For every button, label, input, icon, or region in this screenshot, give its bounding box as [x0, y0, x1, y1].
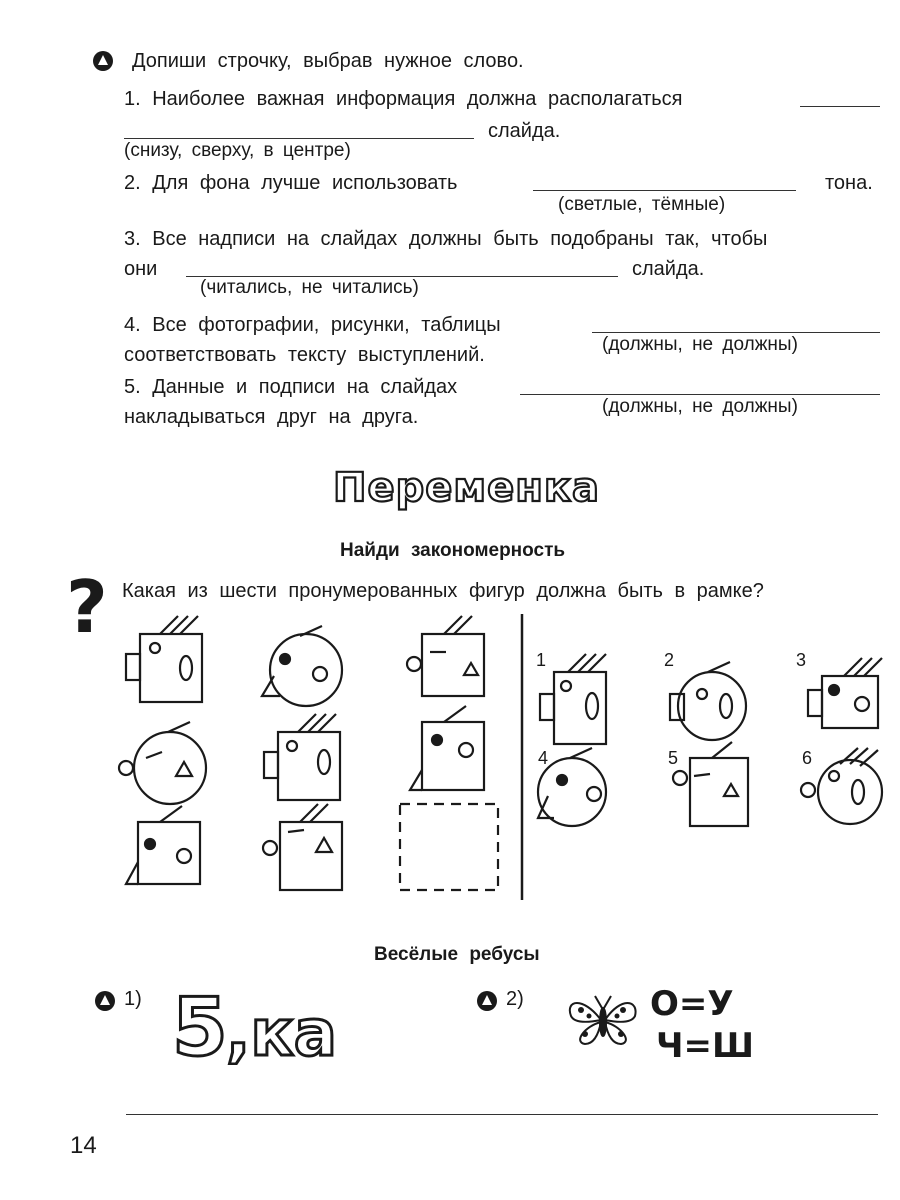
option-figure-3 [808, 658, 882, 728]
rebus2-label: 2) [506, 988, 524, 1010]
item2-hint: (светлые, тёмные) [558, 194, 726, 215]
rebus1-picture [172, 985, 362, 1065]
option-number-1: 1 [536, 650, 547, 670]
option-number-5: 5 [668, 748, 679, 768]
item1-line1: 1. Наиболее важная информация должна располагаться [124, 88, 683, 110]
option-number-6: 6 [802, 748, 813, 768]
grid-figure-1 [126, 616, 202, 702]
grid-figure-8 [263, 804, 342, 890]
rebus2-bullet-icon [476, 990, 498, 1012]
option-figure-5 [673, 742, 748, 826]
grid-figure-5 [264, 714, 340, 800]
item2-blank[interactable] [533, 190, 796, 191]
rebus1-digit: 5 [172, 985, 228, 1065]
item1-blank-a[interactable] [800, 106, 880, 107]
item3-line2-start: они [124, 258, 158, 280]
item1-blank-b[interactable] [124, 138, 474, 139]
rebus-title: Весёлые ребусы [374, 944, 540, 965]
item5-hint: (должны, не должны) [602, 396, 798, 417]
item2-text: 2. Для фона лучше использовать [124, 172, 458, 194]
page-number: 14 [70, 1132, 97, 1159]
option-figure-4 [538, 748, 606, 826]
option-figure-2 [670, 662, 746, 740]
item1-hint: (снизу, сверху, в центре) [124, 140, 351, 161]
grid-figure-2 [262, 626, 342, 706]
item5-blank[interactable] [520, 394, 880, 395]
grid-figure-3 [407, 616, 484, 696]
rebus2-equation-1: О=У [650, 984, 734, 1024]
question-mark-icon: ? [66, 565, 108, 649]
option-number-2: 2 [664, 650, 675, 670]
task-instruction: Допиши строчку, выбрав нужное слово. [132, 50, 524, 72]
grid-figure-6 [410, 706, 484, 790]
footer-rule [126, 1114, 878, 1115]
item4-line2: соответствовать тексту выступлений. [124, 344, 485, 366]
rebus1-letters: ,ка [226, 997, 337, 1065]
item4-line1: 4. Все фотографии, рисунки, таблицы [124, 314, 501, 336]
item3-line1: 3. Все надписи на слайдах должны быть подобраны так, чтобы [124, 228, 768, 250]
option-figure-1 [540, 654, 606, 744]
rebus1-bullet-icon [94, 990, 116, 1012]
item2-end: тона. [825, 172, 873, 194]
peremenka-title-text: Переменка [333, 465, 600, 511]
item4-hint: (должны, не должны) [602, 334, 798, 355]
pattern-figures [0, 600, 900, 900]
butterfly-icon [563, 990, 643, 1050]
item3-hint: (читались, не читались) [200, 277, 419, 298]
option-number-3: 3 [796, 650, 807, 670]
rebus2-equation-2: Ч=Ш [656, 1026, 754, 1066]
grid-figure-4 [119, 722, 206, 804]
item5-line2: накладываться друг на друга. [124, 406, 419, 428]
item1-line2: слайда. [488, 120, 561, 142]
item4-blank[interactable] [592, 332, 880, 333]
grid-figure-7 [126, 806, 200, 884]
pattern-subtitle: Найди закономерность [340, 540, 566, 561]
rebus1-label: 1) [124, 988, 142, 1010]
pattern-question: Какая из шести пронумерованных фигур должна быть в рамке? [122, 580, 764, 602]
option-number-4: 4 [538, 748, 549, 768]
item5-line1: 5. Данные и подписи на слайдах [124, 376, 458, 398]
empty-frame [400, 804, 498, 890]
peremenka-title [325, 455, 615, 515]
item3-line2-end: слайда. [632, 258, 705, 280]
option-figure-6 [801, 748, 882, 824]
task-bullet-icon [92, 50, 114, 72]
